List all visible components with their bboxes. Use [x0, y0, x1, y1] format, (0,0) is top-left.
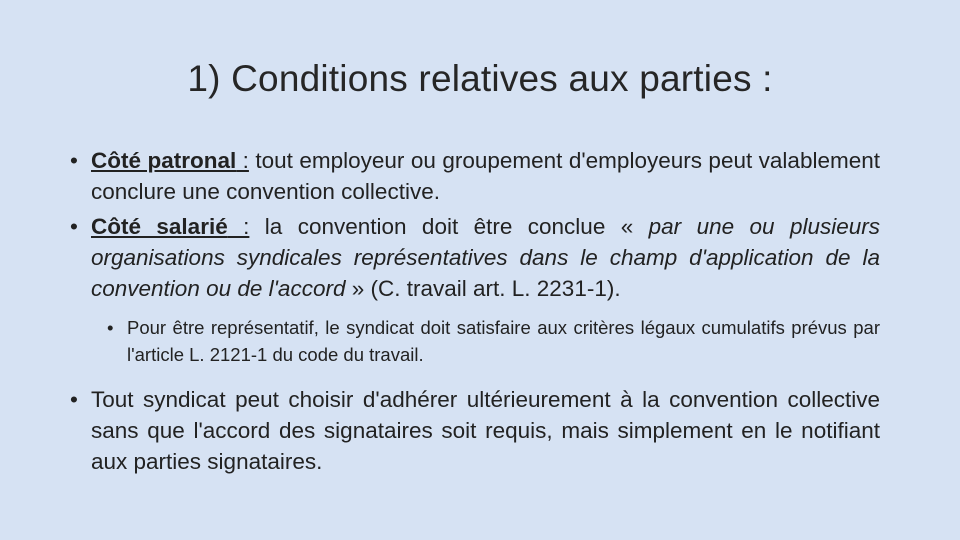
bullet-quote: par une ou plusieurs organisations syndicales représentatives dans le champ d'application de la convention ou de l'accord [91, 214, 880, 301]
bullet-text: Tout syndicat peut choisir d'adhérer ultérieurement à la convention collective sans que l'accord des signataires soit requis, mais simplement en le notifiant aux parties signataires. [91, 387, 880, 474]
bullet-dot: • [70, 214, 78, 239]
bullet-dot: • [70, 387, 78, 412]
slide-content [70, 145, 880, 481]
sub-bullet-text: Pour être représentatif, le syndicat doit satisfaire aux critères légaux cumulatifs prévus par l'article L. 2121-1 du code du travail. [127, 317, 880, 365]
bullet-colon: : [236, 148, 249, 173]
bullet-text-before: la convention doit être conclue « [249, 214, 649, 239]
bullet-adhesion [70, 384, 880, 477]
bullet-text-after: » (C. travail art. L. 2231-1). [345, 276, 621, 301]
bullet-text: tout employeur ou groupement d'employeurs peut valablement conclure une convention collective. [91, 148, 880, 204]
bullet-employee-side [70, 211, 880, 304]
bullet-label: Côté salarié [91, 214, 228, 239]
bullet-colon: : [227, 214, 250, 239]
sub-bullet-representativity [107, 314, 880, 368]
bullet-employer-side [70, 145, 880, 207]
slide-title: 1) Conditions relatives aux parties : [187, 58, 773, 99]
bullet-dot: • [70, 148, 78, 173]
sub-bullet-dot: • [107, 317, 114, 338]
bullet-label: Côté patronal [91, 148, 237, 173]
